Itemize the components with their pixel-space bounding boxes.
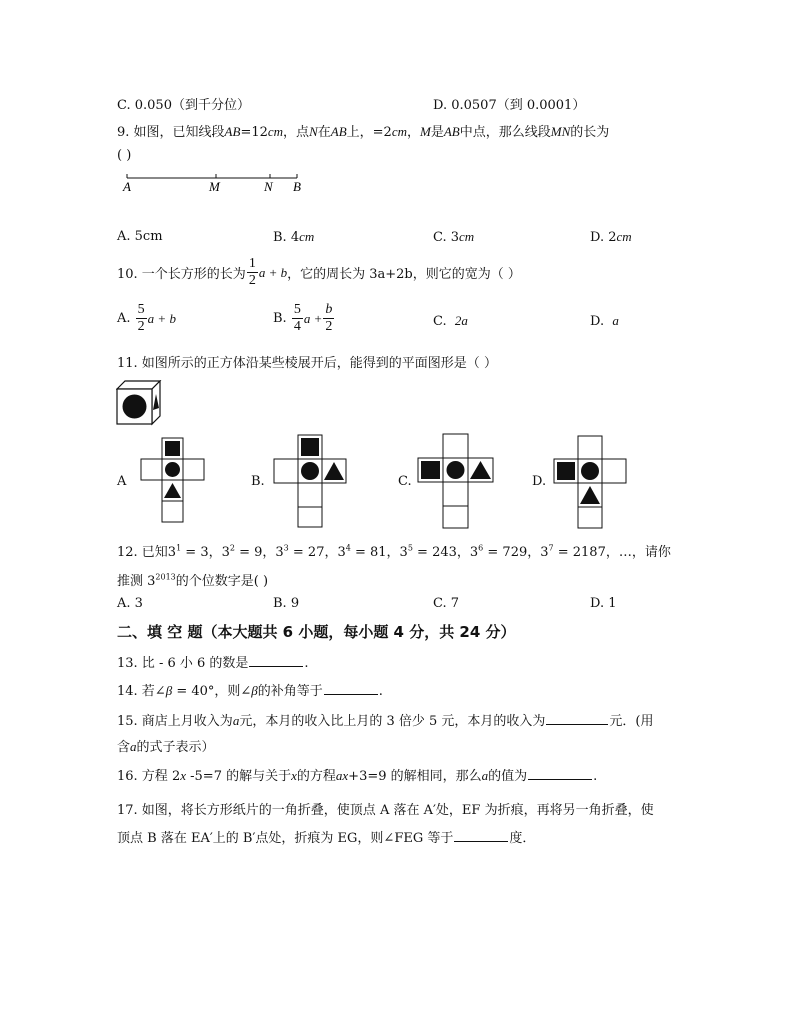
q11-stem: 11. 如图所示的正方体沿某些棱展开后，能得到的平面图形是（ ） xyxy=(117,356,497,371)
label-n: N xyxy=(264,179,273,194)
q9-stem: 9. 如图，已知线段AB=12cm，点N在AB上，=2cm，M是AB中点，那么线段MN的长为 xyxy=(117,124,610,140)
circle-symbol xyxy=(301,462,319,480)
q9-option-c: C. 3cm xyxy=(433,229,475,245)
circle-symbol xyxy=(123,395,147,419)
q9-option-d: D. 2cm xyxy=(590,229,632,245)
q12-stem-line1: 12. 已知$3^1 = 3$，$3^2 = 9$，$3^3 = 27$，$3^4 = 81$，$3^5 = 243$，$3^6 = 729$，$3^7 = 2187$，…，请你 xyxy=(117,543,671,560)
q11-option-a-label: A xyxy=(117,474,127,489)
q17-line2: 顶点 B 落在 EA′上的 B′点处，折痕为 EG，则∠FEG 等于 度． xyxy=(117,831,536,846)
label-b: B xyxy=(293,179,301,194)
q14: 14. 若∠β = 40°，则∠β的补角等于 . xyxy=(117,683,383,699)
q10-option-a: A. $\frac{5}{2}$ a + b xyxy=(117,302,176,334)
circle-symbol xyxy=(581,462,599,480)
q13-answer-blank[interactable] xyxy=(249,654,303,667)
q9-segment-figure xyxy=(115,170,315,196)
square-symbol xyxy=(301,438,319,456)
q9-option-b: B. 4cm xyxy=(273,229,315,245)
q11-option-c-label: C. xyxy=(398,474,412,489)
q11-option-d-label: D. xyxy=(532,474,547,489)
square-symbol xyxy=(421,461,440,479)
q8-option-d: D. 0.0507（到 0.0001） xyxy=(433,98,586,113)
q12-option-b: B. 9 xyxy=(273,596,300,611)
q12-stem-line2: 推测 $3^{2013}$的个位数字是( ) xyxy=(117,572,269,589)
square-symbol xyxy=(165,441,180,456)
q12-option-a: A. 3 xyxy=(117,596,143,611)
q11-net-c xyxy=(416,433,496,529)
q16: 16. 方程 2x -5=7 的解与关于x的方程ax+3=9 的解相同，那么a的值为 . xyxy=(117,768,598,784)
q15-line2: 含a的式子表示） xyxy=(117,739,215,755)
q11-net-d xyxy=(552,435,632,529)
section-title: 二、填 空 题（本大题共 6 小题，每小题 4 分，共 24 分） xyxy=(117,623,516,641)
q15-answer-blank[interactable] xyxy=(546,712,608,725)
q12-option-c: C. 7 xyxy=(433,596,460,611)
q11-net-b xyxy=(268,434,358,528)
q17-line1: 17. 如图，将长方形纸片的一角折叠，使顶点 A 落在 A′处，EF 为折痕，再将另一角折叠，使 xyxy=(117,803,654,818)
q10-fraction: $\frac{1}{2}$ xyxy=(248,256,256,288)
q8-option-c: C. 0.050（到千分位） xyxy=(117,98,250,113)
q10-option-d: D. a xyxy=(590,313,619,329)
q11-option-b-label: B. xyxy=(251,474,265,489)
q10-stem: 10. 一个长方形的长为 $\frac{1}{2}$ a + b ，它的周长为 3a+2b，则它的宽为（ ） xyxy=(117,256,521,288)
q17-answer-blank[interactable] xyxy=(454,829,508,842)
q10-option-c: C. 2a xyxy=(433,313,468,329)
square-symbol xyxy=(557,462,575,480)
q15-line1: 15. 商店上月收入为a元，本月的收入比上月的 3 倍少 5 元，本月的收入为 元．(用 xyxy=(117,713,654,729)
q10-option-b: B. $\frac{5}{4}$ a + $\frac{b}{2}$ xyxy=(273,302,333,334)
q12-option-d: D. 1 xyxy=(590,596,617,611)
circle-symbol xyxy=(447,461,465,479)
q11-net-a xyxy=(136,437,210,523)
q11-cube-figure xyxy=(116,380,162,426)
label-m: M xyxy=(209,179,220,194)
q16-answer-blank[interactable] xyxy=(528,767,592,780)
q9-answer-paren: ( ) xyxy=(117,148,132,163)
q13: 13. 比 - 6 小 6 的数是 . xyxy=(117,656,309,671)
q14-answer-blank[interactable] xyxy=(324,682,378,695)
q9-option-a: A. 5cm xyxy=(117,229,163,244)
label-a: A xyxy=(123,179,131,194)
circle-symbol xyxy=(165,462,180,477)
